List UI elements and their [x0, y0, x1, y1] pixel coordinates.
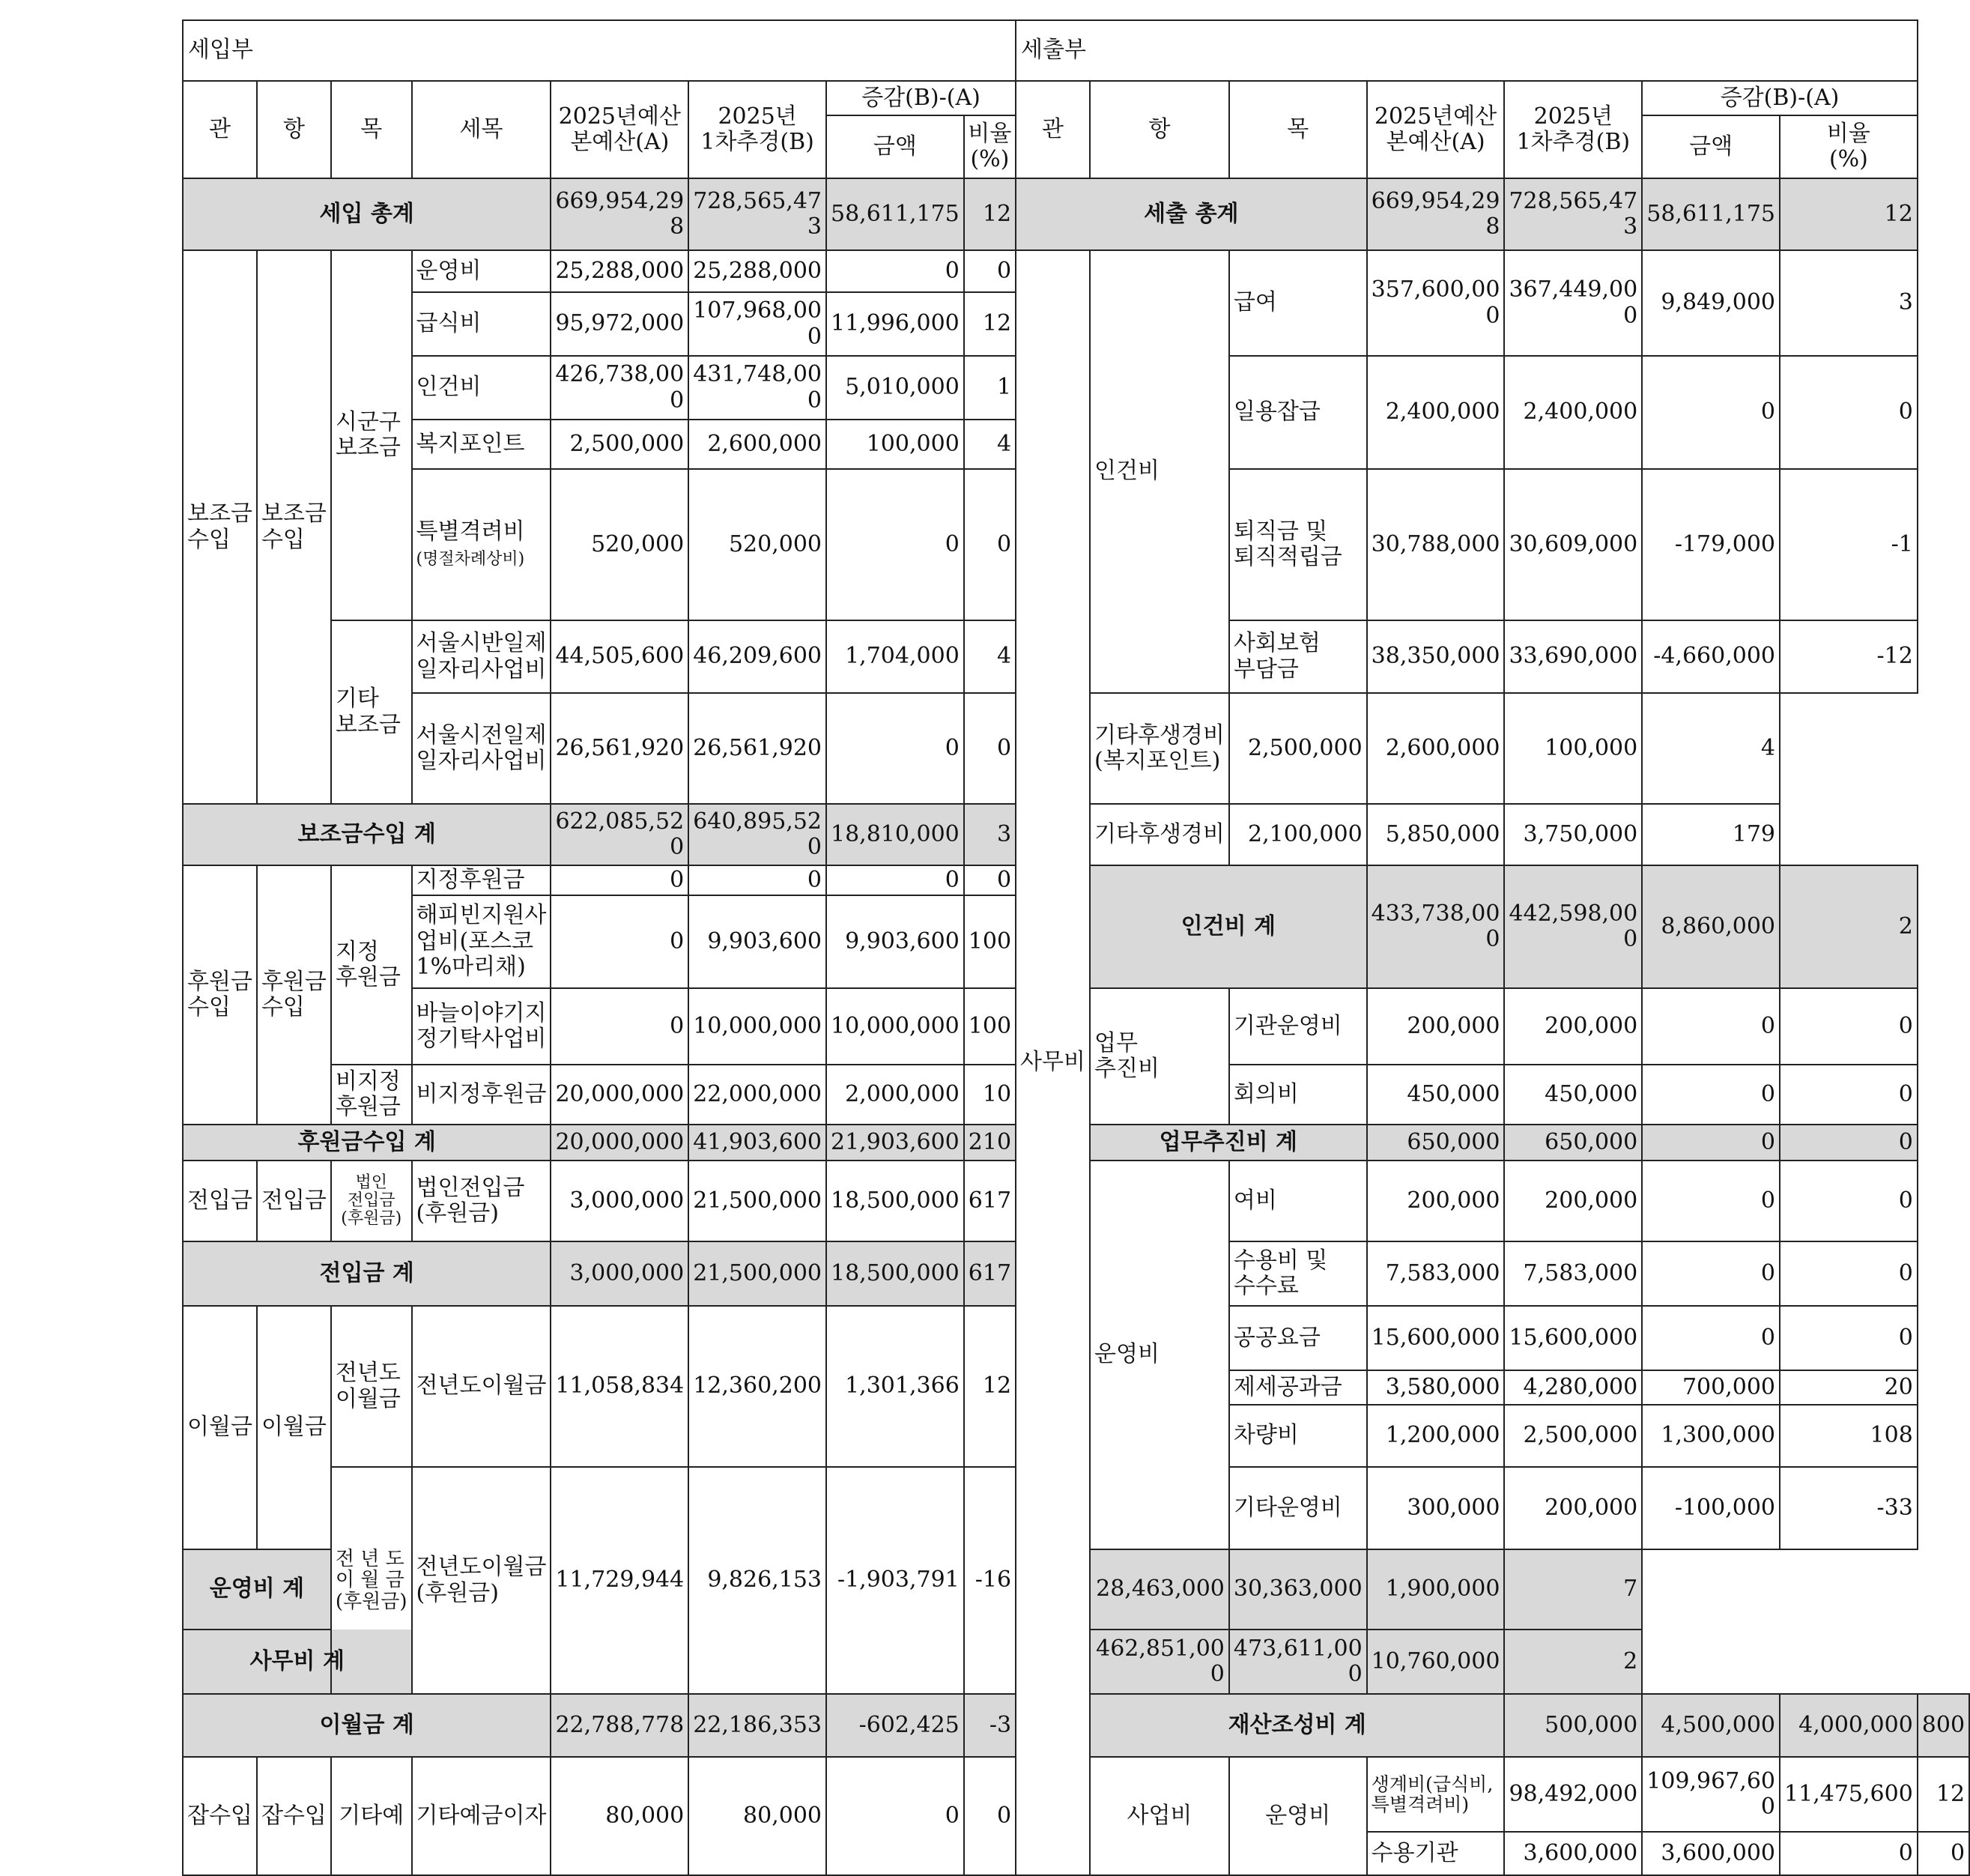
- income-transfer-total-a: 3,000,000: [551, 1241, 688, 1306]
- expense-amt: 11,475,600: [1780, 1757, 1918, 1832]
- income-b: 9,903,600: [688, 895, 826, 988]
- expense-a: 2,400,000: [1367, 356, 1505, 469]
- expense-property-total-label: 재산조성비 계: [1090, 1694, 1504, 1757]
- expense-mok: 회의비: [1229, 1065, 1367, 1125]
- expense-personnel-total-label: 인건비 계: [1090, 865, 1367, 988]
- expense-business-total-b: 650,000: [1504, 1125, 1642, 1161]
- income-donation-gwan: 후원금 수입: [183, 865, 257, 1125]
- income-carryover-hang: 이월금: [257, 1306, 331, 1549]
- expense-mok: 일용잡급: [1229, 356, 1367, 469]
- income-pct: 0: [964, 469, 1016, 620]
- header-budget-a: 2025년예산 본예산(A): [1367, 81, 1505, 178]
- income-pct: 0: [964, 865, 1016, 895]
- expense-a: 7,583,000: [1367, 1241, 1505, 1306]
- expense-b: 2,600,000: [1367, 693, 1505, 804]
- expense-mok: 퇴직금 및 퇴직적립금: [1229, 469, 1367, 620]
- income-pct: 12: [964, 292, 1016, 356]
- income-subsidy-total-amt: 18,810,000: [826, 804, 964, 865]
- income-a: 3,000,000: [551, 1161, 688, 1241]
- expense-b: 3,600,000: [1642, 1832, 1780, 1875]
- expense-b: 4,280,000: [1504, 1370, 1642, 1405]
- income-a: 44,505,600: [551, 620, 688, 693]
- income-b: 431,748,00 0: [688, 356, 826, 420]
- income-donation-hang: 후원금 수입: [257, 865, 331, 1125]
- expense-property-total-pct: 800: [1918, 1694, 1969, 1757]
- expense-amt: 0: [1642, 988, 1780, 1065]
- income-subsidy-total-label: 보조금수입 계: [183, 804, 551, 865]
- income-b: 22,000,000: [688, 1065, 826, 1125]
- expense-b: 367,449,00 0: [1504, 250, 1642, 356]
- expense-personnel-hang: 인건비: [1090, 250, 1229, 693]
- expense-business-total-pct: 0: [1780, 1125, 1918, 1161]
- income-misc-mok: 기타예: [331, 1757, 412, 1875]
- expense-a: 1,200,000: [1367, 1405, 1505, 1467]
- header-amount: 금액: [826, 115, 964, 178]
- income-semok: 기타예금이자: [412, 1757, 551, 1875]
- income-subsidy-total-b: 640,895,52 0: [688, 804, 826, 865]
- expense-a: 450,000: [1367, 1065, 1505, 1125]
- expense-a: 200,000: [1367, 1161, 1505, 1241]
- header-budget-b: 2025년 1차추경(B): [1504, 81, 1642, 178]
- income-carryover-total-pct: -3: [964, 1694, 1016, 1757]
- expense-pct: 179: [1642, 804, 1780, 865]
- income-a: 25,288,000: [551, 250, 688, 292]
- expense-pct: -33: [1780, 1467, 1918, 1549]
- income-amt: 1,704,000: [826, 620, 964, 693]
- expense-property-total-a: 500,000: [1504, 1694, 1642, 1757]
- header-gwan: 관: [1016, 81, 1090, 178]
- expense-pct: 0: [1780, 1161, 1918, 1241]
- income-b: 80,000: [688, 1757, 826, 1875]
- income-pct: -16: [964, 1467, 1016, 1694]
- expense-section-title: 세출부: [1016, 20, 1918, 81]
- income-b: 46,209,600: [688, 620, 826, 693]
- expense-b: 7,583,000: [1504, 1241, 1642, 1306]
- income-a: 520,000: [551, 469, 688, 620]
- expense-operation-total-a: 28,463,000: [1090, 1549, 1229, 1630]
- budget-table: [182, 19, 1970, 1876]
- expense-mok: 기타운영비: [1229, 1467, 1367, 1549]
- expense-amt: 3,750,000: [1504, 804, 1642, 865]
- expense-pct: 3: [1780, 250, 1918, 356]
- expense-pct: 0: [1780, 356, 1918, 469]
- expense-operation-total-label: 운영비 계: [183, 1549, 331, 1630]
- income-semok: 운영비: [412, 250, 551, 292]
- expense-mok: 수용기관: [1367, 1832, 1505, 1875]
- income-b: 25,288,000: [688, 250, 826, 292]
- income-total-label: 세입 총계: [183, 178, 551, 250]
- expense-pct: 108: [1780, 1405, 1918, 1467]
- income-pct: 0: [964, 1757, 1016, 1875]
- expense-b: 2,500,000: [1504, 1405, 1642, 1467]
- income-transfer-total-b: 21,500,000: [688, 1241, 826, 1306]
- income-transfer-gwan: 전입금: [183, 1161, 257, 1241]
- expense-mok: 사회보험 부담금: [1229, 620, 1367, 693]
- income-b: 26,561,920: [688, 693, 826, 804]
- expense-pct: 0: [1780, 1065, 1918, 1125]
- expense-pct: 12: [1918, 1757, 1969, 1832]
- income-donation-total-b: 41,903,600: [688, 1125, 826, 1161]
- expense-mok: 기타후생경비 (복지포인트): [1090, 693, 1229, 804]
- expense-amt: 0: [1642, 1065, 1780, 1125]
- income-pct: 0: [964, 693, 1016, 804]
- expense-pct: 4: [1642, 693, 1780, 804]
- expense-total-b: 728,565,47 3: [1504, 178, 1642, 250]
- expense-amt: 0: [1642, 1241, 1780, 1306]
- expense-b: 5,850,000: [1367, 804, 1505, 865]
- income-donation-total-a: 20,000,000: [551, 1125, 688, 1161]
- expense-mok: 여비: [1229, 1161, 1367, 1241]
- header-mok: 목: [1229, 81, 1367, 178]
- expense-personnel-total-a: 433,738,00 0: [1367, 865, 1505, 988]
- income-a: 26,561,920: [551, 693, 688, 804]
- expense-a: 300,000: [1367, 1467, 1505, 1549]
- income-amt: 10,000,000: [826, 988, 964, 1065]
- header-mok: 목: [331, 81, 412, 178]
- income-donation-total-amt: 21,903,600: [826, 1125, 964, 1161]
- income-subsidy-hang: 보조금 수입: [257, 250, 331, 804]
- expense-office-total-amt: 10,760,000: [1367, 1630, 1505, 1694]
- expense-amt: -100,000: [1642, 1467, 1780, 1549]
- income-amt: 0: [826, 693, 964, 804]
- expense-b: 200,000: [1504, 988, 1642, 1065]
- expense-pct: 0: [1780, 1306, 1918, 1370]
- income-carryover-total-a: 22,788,778: [551, 1694, 688, 1757]
- income-semok: 법인전입금 (후원금): [412, 1161, 551, 1241]
- expense-office-total-a: 462,851,00 0: [1090, 1630, 1229, 1694]
- expense-total-amt: 58,611,175: [1642, 178, 1780, 250]
- expense-amt: 700,000: [1642, 1370, 1780, 1405]
- header-budget-b: 2025년 1차추경(B): [688, 81, 826, 178]
- expense-project-hang: 운영비: [1229, 1757, 1367, 1875]
- header-gwan: 관: [183, 81, 257, 178]
- expense-operation-total-amt: 1,900,000: [1367, 1549, 1505, 1630]
- income-semok: 바늘이야기지 정기탁사업비: [412, 988, 551, 1065]
- expense-amt: 0: [1780, 1832, 1918, 1875]
- expense-a: 38,350,000: [1367, 620, 1505, 693]
- income-semok: 비지정후원금: [412, 1065, 551, 1125]
- income-a: 95,972,000: [551, 292, 688, 356]
- income-amt: 18,500,000: [826, 1161, 964, 1241]
- expense-a: 15,600,000: [1367, 1306, 1505, 1370]
- expense-office-total-pct: 2: [1504, 1630, 1642, 1694]
- expense-b: 109,967,60 0: [1642, 1757, 1780, 1832]
- income-amt: 0: [826, 469, 964, 620]
- income-semok: 지정후원금: [412, 865, 551, 895]
- income-semok-main: 특별격려비: [416, 518, 525, 545]
- expense-total-pct: 12: [1780, 178, 1918, 250]
- expense-office-total-b: 473,611,00 0: [1229, 1630, 1367, 1694]
- expense-mok: 제세공과금: [1229, 1370, 1367, 1405]
- income-misc-hang: 잡수입: [257, 1757, 331, 1875]
- income-carryover-gwan: 이월금: [183, 1306, 257, 1549]
- income-subsidy-mok-sigungu: 시군구 보조금: [331, 250, 412, 620]
- header-semok: 세목: [412, 81, 551, 178]
- income-b: 520,000: [688, 469, 826, 620]
- expense-pct: 20: [1780, 1370, 1918, 1405]
- income-section-title: 세입부: [183, 20, 1016, 81]
- expense-operation-total-b: 30,363,000: [1229, 1549, 1367, 1630]
- income-semok: [412, 469, 551, 620]
- income-semok-sub: (명절차례상비): [416, 550, 525, 569]
- expense-personnel-total-amt: 8,860,000: [1642, 865, 1780, 988]
- header-hang: 항: [1090, 81, 1229, 178]
- income-b: 2,600,000: [688, 420, 826, 469]
- income-amt: 11,996,000: [826, 292, 964, 356]
- header-ratio: 비율 (%): [1780, 115, 1918, 178]
- expense-a: 357,600,00 0: [1367, 250, 1505, 356]
- income-pct: 1: [964, 356, 1016, 420]
- income-b: 12,360,200: [688, 1306, 826, 1467]
- expense-b: 450,000: [1504, 1065, 1642, 1125]
- income-pct: 4: [964, 620, 1016, 693]
- expense-project-gwan: 사업비: [1090, 1757, 1229, 1875]
- income-amt: 1,301,366: [826, 1306, 964, 1467]
- expense-office-total-label: 사무비 계: [183, 1630, 412, 1694]
- income-amt: 2,000,000: [826, 1065, 964, 1125]
- income-amt: 9,903,600: [826, 895, 964, 988]
- expense-pct: 0: [1918, 1832, 1969, 1875]
- income-donation-total-label: 후원금수입 계: [183, 1125, 551, 1161]
- income-carryover-total-b: 22,186,353: [688, 1694, 826, 1757]
- income-a: 11,058,834: [551, 1306, 688, 1467]
- expense-amt: 1,300,000: [1642, 1405, 1780, 1467]
- expense-amt: 0: [1642, 1306, 1780, 1370]
- expense-b: 15,600,000: [1504, 1306, 1642, 1370]
- income-a: 20,000,000: [551, 1065, 688, 1125]
- expense-total-label: 세출 총계: [1016, 178, 1367, 250]
- expense-pct: 0: [1780, 988, 1918, 1065]
- income-carryover-mok-donation: 전 년 도 이 월 금 (후원금): [331, 1467, 412, 1694]
- expense-personnel-total-pct: 2: [1780, 865, 1918, 988]
- header-hang: 항: [257, 81, 331, 178]
- header-diff: 증감(B)-(A): [1642, 81, 1918, 115]
- income-amt: 0: [826, 250, 964, 292]
- expense-mok: 기타후생경비: [1090, 804, 1229, 865]
- expense-b: 33,690,000: [1504, 620, 1642, 693]
- expense-amt: 0: [1642, 356, 1780, 469]
- income-semok: 전년도이월금 (후원금): [412, 1467, 551, 1694]
- expense-b: 200,000: [1504, 1467, 1642, 1549]
- income-subsidy-total-a: 622,085,52 0: [551, 804, 688, 865]
- expense-mok: 차량비: [1229, 1405, 1367, 1467]
- expense-a: 98,492,000: [1504, 1757, 1642, 1832]
- income-subsidy-total-pct: 3: [964, 804, 1016, 865]
- expense-a: 2,500,000: [1229, 693, 1367, 804]
- expense-business-hang: 업무 추진비: [1090, 988, 1229, 1125]
- income-amt: 100,000: [826, 420, 964, 469]
- header-budget-a: 2025년예산 본예산(A): [551, 81, 688, 178]
- expense-b: 200,000: [1504, 1161, 1642, 1241]
- income-a: 2,500,000: [551, 420, 688, 469]
- income-semok: 서울시전일제 일자리사업비: [412, 693, 551, 804]
- income-misc-gwan: 잡수입: [183, 1757, 257, 1875]
- income-subsidy-mok-other: 기타 보조금: [331, 620, 412, 804]
- income-a: 426,738,00 0: [551, 356, 688, 420]
- expense-personnel-total-b: 442,598,00 0: [1504, 865, 1642, 988]
- expense-operation-total-pct: 7: [1504, 1549, 1642, 1630]
- expense-mok: 공공요금: [1229, 1306, 1367, 1370]
- income-a: 80,000: [551, 1757, 688, 1875]
- income-semok: 전년도이월금: [412, 1306, 551, 1467]
- income-pct: 12: [964, 1306, 1016, 1467]
- income-total-pct: 12: [964, 178, 1016, 250]
- expense-mok: 급여: [1229, 250, 1367, 356]
- header-amount: 금액: [1642, 115, 1780, 178]
- expense-amt: -179,000: [1642, 469, 1780, 620]
- income-total-amt: 58,611,175: [826, 178, 964, 250]
- income-b: 9,826,153: [688, 1467, 826, 1694]
- income-pct: 617: [964, 1161, 1016, 1241]
- expense-a: 200,000: [1367, 988, 1505, 1065]
- expense-amt: -4,660,000: [1642, 620, 1780, 693]
- income-amt: -1,903,791: [826, 1467, 964, 1694]
- income-subsidy-gwan: 보조금 수입: [183, 250, 257, 804]
- expense-business-total-amt: 0: [1642, 1125, 1780, 1161]
- income-b: 107,968,00 0: [688, 292, 826, 356]
- income-semok: 복지포인트: [412, 420, 551, 469]
- expense-property-total-amt: 4,000,000: [1780, 1694, 1918, 1757]
- income-semok: 급식비: [412, 292, 551, 356]
- income-b: 21,500,000: [688, 1161, 826, 1241]
- expense-office-gwan: 사무비: [1016, 250, 1090, 1875]
- income-total-a: 669,954,29 8: [551, 178, 688, 250]
- income-transfer-total-label: 전입금 계: [183, 1241, 551, 1306]
- income-a: 0: [551, 865, 688, 895]
- income-donation-mok-designated: 지정 후원금: [331, 865, 412, 1065]
- expense-property-total-b: 4,500,000: [1642, 1694, 1780, 1757]
- expense-b: 2,400,000: [1504, 356, 1642, 469]
- income-b: 10,000,000: [688, 988, 826, 1065]
- expense-business-total-label: 업무추진비 계: [1090, 1125, 1367, 1161]
- income-pct: 100: [964, 895, 1016, 988]
- expense-operation-hang: 운영비: [1090, 1161, 1229, 1549]
- income-carryover-mok-prev: 전년도 이월금: [331, 1306, 412, 1467]
- expense-a: 2,100,000: [1229, 804, 1367, 865]
- expense-amt: 0: [1642, 1161, 1780, 1241]
- expense-mok: 수용비 및 수수료: [1229, 1241, 1367, 1306]
- income-b: 0: [688, 865, 826, 895]
- income-carryover-total-amt: -602,425: [826, 1694, 964, 1757]
- income-transfer-mok: 법인 전입금 (후원금): [331, 1161, 412, 1241]
- expense-pct: -12: [1780, 620, 1918, 693]
- expense-a: 30,788,000: [1367, 469, 1505, 620]
- expense-b: 30,609,000: [1504, 469, 1642, 620]
- budget-table-wrap: [182, 19, 1970, 1876]
- header-ratio: 비율 (%): [964, 115, 1016, 178]
- expense-a: 3,600,000: [1504, 1832, 1642, 1875]
- expense-total-a: 669,954,29 8: [1367, 178, 1505, 250]
- expense-amt: 100,000: [1504, 693, 1642, 804]
- income-a: 0: [551, 988, 688, 1065]
- income-donation-total-pct: 210: [964, 1125, 1016, 1161]
- income-amt: 0: [826, 865, 964, 895]
- expense-business-total-a: 650,000: [1367, 1125, 1505, 1161]
- expense-amt: 9,849,000: [1642, 250, 1780, 356]
- income-pct: 10: [964, 1065, 1016, 1125]
- expense-pct: 0: [1780, 1241, 1918, 1306]
- income-transfer-total-pct: 617: [964, 1241, 1016, 1306]
- income-amt: 0: [826, 1757, 964, 1875]
- expense-mok: 기관운영비: [1229, 988, 1367, 1065]
- income-amt: 5,010,000: [826, 356, 964, 420]
- income-donation-mok-undesignated: 비지정 후원금: [331, 1065, 412, 1125]
- income-a: 0: [551, 895, 688, 988]
- income-pct: 4: [964, 420, 1016, 469]
- income-semok: 해피빈지원사 업비(포스코 1%마리채): [412, 895, 551, 988]
- income-carryover-total-label: 이월금 계: [183, 1694, 551, 1757]
- income-semok: 서울시반일제 일자리사업비: [412, 620, 551, 693]
- income-semok: 인건비: [412, 356, 551, 420]
- expense-pct: -1: [1780, 469, 1918, 620]
- header-diff: 증감(B)-(A): [826, 81, 1016, 115]
- income-total-b: 728,565,47 3: [688, 178, 826, 250]
- income-transfer-hang: 전입금: [257, 1161, 331, 1241]
- expense-a: 3,580,000: [1367, 1370, 1505, 1405]
- income-transfer-total-amt: 18,500,000: [826, 1241, 964, 1306]
- income-pct: 0: [964, 250, 1016, 292]
- income-pct: 100: [964, 988, 1016, 1065]
- income-a: 11,729,944: [551, 1467, 688, 1694]
- expense-mok: 생계비(급식비, 특별격려비): [1367, 1757, 1505, 1832]
